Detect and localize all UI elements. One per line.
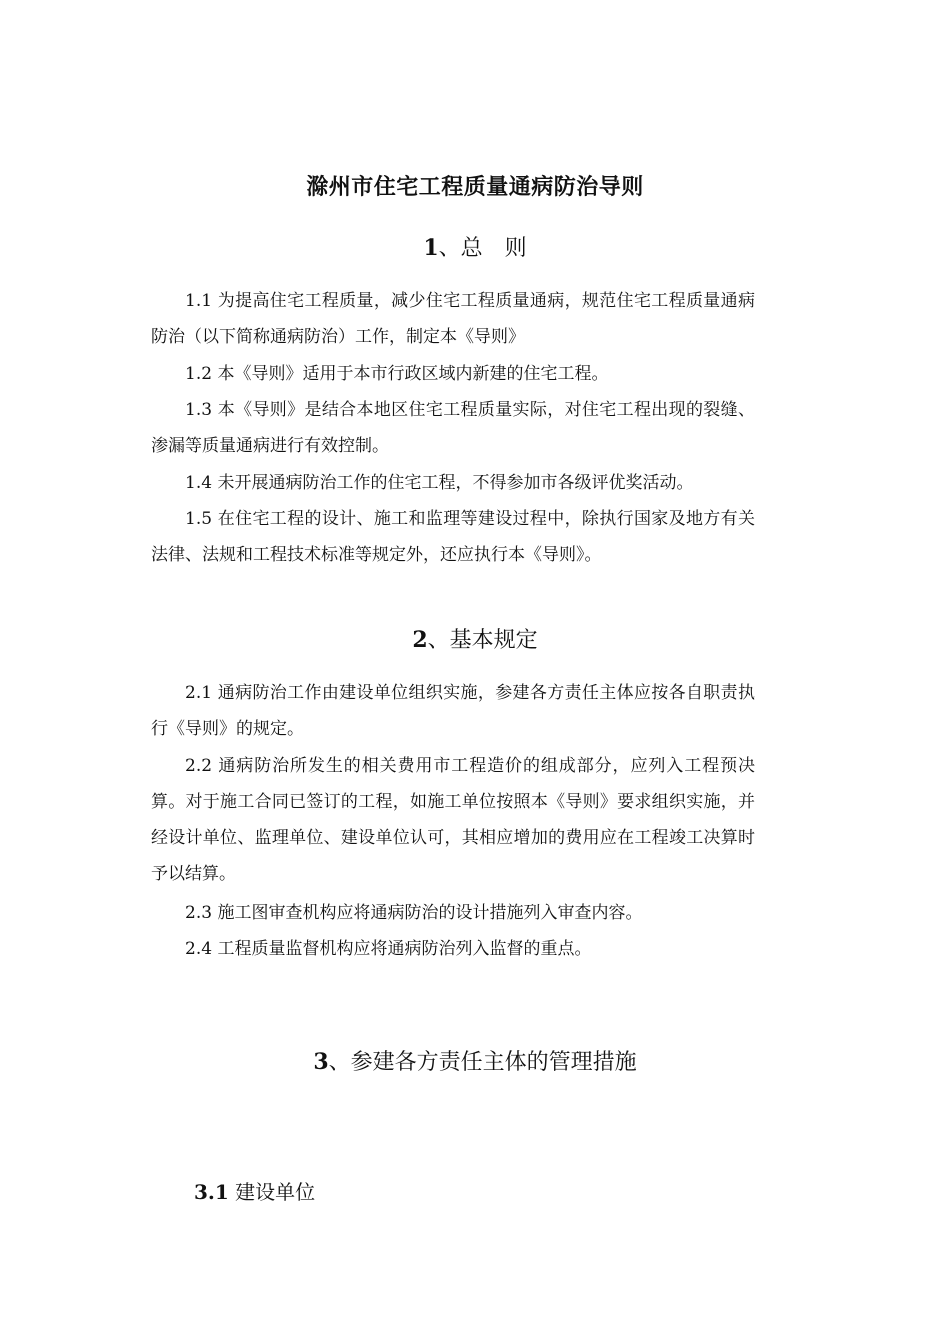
section-2-number: 2 (412, 627, 428, 653)
paragraph-1-5: 1.5 在住宅工程的设计、施工和监理等建设过程中，除执行国家及地方有关法律、法规和工程技术标准等规定外，还应执行本《导则》。 (151, 509, 755, 565)
section-3-heading (0, 1046, 950, 1079)
section-1-title-b: 则 (504, 236, 527, 261)
subsection-3-1-title: 建设单位 (235, 1180, 316, 1204)
paragraph-2-4: 2.4 工程质量监督机构应将通病防治列入监督的重点。 (185, 939, 592, 959)
paragraph-1-3: 1.3 本《导则》是结合本地区住宅工程质量实际，对住宅工程出现的裂缝、渗漏等质量通病进行有效控制。 (151, 400, 755, 456)
paragraph-2-2: 2.2 通病防治所发生的相关费用市工程造价的组成部分，应列入工程预决算。对于施工合同已签订的工程，如施工单位按照本《导则》要求组织实施，并经设计单位、监理单位、建设单位认可，其相应增加的费用应在工程竣工决算时予以结算。 (151, 756, 755, 884)
section-1-title-a: 总 (460, 236, 483, 261)
section-1-number: 1 (423, 235, 439, 261)
section-1-separator: 、 (438, 236, 461, 261)
section-1-heading (0, 232, 950, 265)
paragraph-2-1: 2.1 通病防治工作由建设单位组织实施，参建各方责任主体应按各自职责执行《导则》的规定。 (151, 683, 755, 739)
document-title: 滁州市住宅工程质量通病防治导则 (306, 175, 644, 200)
section-3-title: 、参建各方责任主体的管理措施 (328, 1050, 637, 1075)
paragraph-1-1: 1.1 为提高住宅工程质量，减少住宅工程质量通病，规范住宅工程质量通病防治（以下简称通病防治）工作，制定本《导则》 (151, 291, 755, 347)
section-3-number: 3 (313, 1049, 329, 1075)
paragraph-1-4: 1.4 未开展通病防治工作的住宅工程，不得参加市各级评优奖活动。 (185, 473, 694, 493)
paragraph-1-2: 1.2 本《导则》适用于本市行政区域内新建的住宅工程。 (185, 364, 609, 384)
section-2-title: 、基本规定 (427, 628, 538, 653)
subsection-3-1-heading (194, 1176, 315, 1208)
section-2-heading (0, 624, 950, 657)
paragraph-2-3: 2.3 施工图审查机构应将通病防治的设计措施列入审查内容。 (185, 903, 643, 923)
subsection-3-1-number: 3.1 (194, 1180, 229, 1204)
